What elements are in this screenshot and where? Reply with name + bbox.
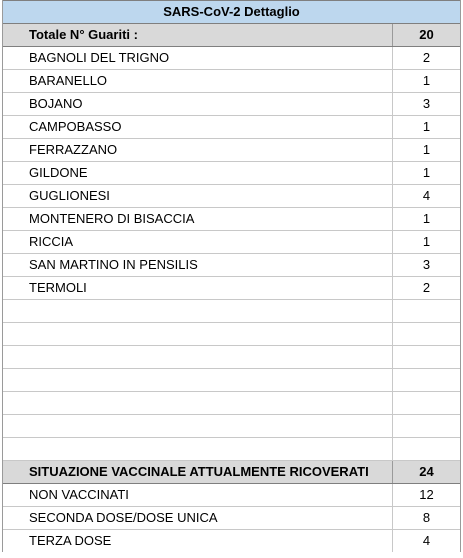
row-value: 8	[422, 510, 431, 525]
detail-table	[2, 0, 461, 553]
table-row	[3, 254, 460, 277]
table-row	[3, 484, 460, 507]
table-row	[3, 231, 460, 254]
row-value: 2	[422, 280, 431, 295]
row-name: FERRAZZANO	[3, 139, 393, 161]
row-value: 3	[422, 257, 431, 272]
empty-cell	[393, 346, 460, 368]
empty-cell	[3, 323, 393, 345]
table-row	[3, 116, 460, 139]
row-name: BOJANO	[3, 93, 393, 115]
empty-cell	[393, 415, 460, 437]
row-name: BAGNOLI DEL TRIGNO	[3, 47, 393, 69]
table-row	[3, 93, 460, 116]
row-name: RICCIA	[3, 231, 393, 253]
row-value: 3	[422, 96, 431, 111]
table-row	[3, 530, 460, 553]
table-row	[3, 277, 460, 300]
empty-cell	[3, 438, 393, 460]
row-value: 2	[422, 50, 431, 65]
guariti-header-label: Totale N° Guariti :	[3, 24, 393, 46]
bottom-edge	[0, 552, 463, 558]
guariti-header-value: 20	[419, 27, 434, 42]
vaccinale-header-row	[3, 461, 460, 484]
row-name: SAN MARTINO IN PENSILIS	[3, 254, 393, 276]
empty-row	[3, 392, 460, 415]
empty-cell	[393, 438, 460, 460]
row-name: MONTENERO DI BISACCIA	[3, 208, 393, 230]
empty-cell	[3, 346, 393, 368]
row-name: GUGLIONESI	[3, 185, 393, 207]
vaccinale-header-value: 24	[419, 464, 434, 479]
row-name: GILDONE	[3, 162, 393, 184]
empty-cell	[3, 415, 393, 437]
empty-cell	[3, 369, 393, 391]
table-row	[3, 162, 460, 185]
empty-rows	[3, 300, 460, 461]
vaccinale-rows	[3, 484, 460, 553]
row-name: BARANELLO	[3, 70, 393, 92]
empty-row	[3, 300, 460, 323]
table-row	[3, 139, 460, 162]
table-row	[3, 70, 460, 93]
empty-row	[3, 369, 460, 392]
row-value: 4	[422, 533, 431, 548]
empty-cell	[3, 300, 393, 322]
empty-row	[3, 438, 460, 461]
row-value: 1	[422, 211, 431, 226]
row-value: 1	[422, 142, 431, 157]
table-title: SARS-CoV-2 Dettaglio	[3, 0, 460, 24]
empty-cell	[393, 369, 460, 391]
vaccinale-header-label: SITUAZIONE VACCINALE ATTUALMENTE RICOVERATI	[3, 461, 393, 483]
guariti-header-row	[3, 24, 460, 47]
table-row	[3, 185, 460, 208]
empty-cell	[3, 392, 393, 414]
row-name: TERMOLI	[3, 277, 393, 299]
empty-cell	[393, 392, 460, 414]
row-value: 1	[422, 165, 431, 180]
empty-cell	[393, 300, 460, 322]
guariti-rows	[3, 47, 460, 300]
table-row	[3, 507, 460, 530]
table-row	[3, 47, 460, 70]
row-name: TERZA DOSE	[3, 530, 393, 552]
row-value: 4	[422, 188, 431, 203]
row-value: 1	[422, 73, 431, 88]
row-value: 1	[422, 234, 431, 249]
row-value: 1	[422, 119, 431, 134]
empty-row	[3, 346, 460, 369]
row-name: SECONDA DOSE/DOSE UNICA	[3, 507, 393, 529]
empty-row	[3, 323, 460, 346]
empty-row	[3, 415, 460, 438]
row-name: CAMPOBASSO	[3, 116, 393, 138]
table-row	[3, 208, 460, 231]
row-name: NON VACCINATI	[3, 484, 393, 506]
empty-cell	[393, 323, 460, 345]
row-value: 12	[419, 487, 434, 502]
